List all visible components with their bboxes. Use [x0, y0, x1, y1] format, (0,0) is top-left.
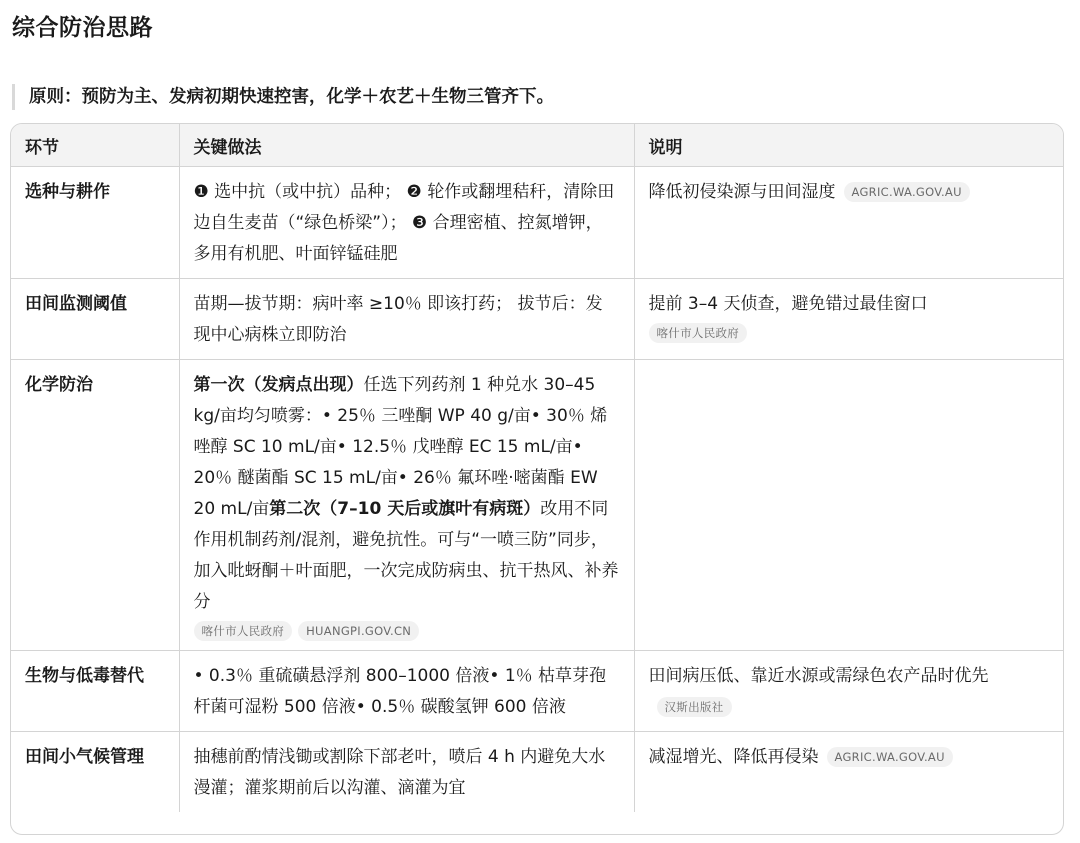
note-text: 降低初侵染源与田间湿度: [648, 182, 836, 202]
table-row: [11, 732, 1063, 813]
source-badge[interactable]: 汉斯出版社: [657, 697, 732, 717]
column-header-practice: 关键做法: [179, 124, 634, 167]
strategy-table: [11, 124, 1063, 812]
practice-first-heading: 第一次（发病点出现）: [193, 375, 364, 395]
row-note: [634, 279, 1063, 360]
source-badge[interactable]: AGRIC.WA.GOV.AU: [844, 182, 970, 202]
note-text: 提前 3–4 天侦查，避免错过最佳窗口: [648, 294, 928, 314]
row-topic: 田间监测阈值: [11, 279, 179, 360]
practice-second-heading: 第二次（7–10 天后或旗叶有病斑）: [269, 499, 541, 519]
row-practice: ❶ 选中抗（或中抗）品种； ❷ 轮作或翻埋秸秆，清除田边自生麦苗（“绿色桥梁”）； ❸ 合理密植、控氮增钾，多用有机肥、叶面锌锰硅肥: [179, 167, 634, 279]
row-practice: 抽穗前酌情浅锄或割除下部老叶，喷后 4 h 内避免大水漫灌；灌浆期前后以沟灌、滴灌为宜: [179, 732, 634, 813]
row-note: [634, 360, 1063, 651]
row-note: [634, 651, 1063, 732]
note-text: 减湿增光、降低再侵染: [648, 747, 819, 767]
row-topic: 化学防治: [11, 360, 179, 651]
page-title: 综合防治思路: [12, 15, 153, 41]
practice-first-text: 任选下列药剂 1 种兑水 30–45 kg/亩均匀喷雾：• 25％ 三唑酮 WP 40 g/亩• 30％ 烯唑醇 SC 10 mL/亩• 12.5％ 戊唑醇 EC 15 mL/亩• 20％ 醚菌酯 SC 15 mL/亩• 26％ 氟环唑·嘧菌酯 EW 20 mL/亩: [193, 375, 608, 519]
row-topic: 生物与低毒替代: [11, 651, 179, 732]
source-badge[interactable]: 喀什市人民政府: [649, 323, 748, 343]
row-note: [634, 732, 1063, 813]
strategy-table-container: [10, 123, 1064, 835]
row-practice: [179, 360, 634, 651]
row-topic: 选种与耕作: [11, 167, 179, 279]
note-text: 田间病压低、靠近水源或需绿色农产品时优先: [648, 666, 989, 686]
row-practice: 苗期—拔节期：病叶率 ≥10％ 即该打药； 拔节后：发现中心病株立即防治: [179, 279, 634, 360]
source-badge[interactable]: AGRIC.WA.GOV.AU: [827, 747, 953, 767]
table-row: [11, 360, 1063, 651]
table-header-row: [11, 124, 1063, 167]
table-row: [11, 651, 1063, 732]
source-badge[interactable]: 喀什市人民政府: [194, 621, 293, 641]
practice-second-text: 改用不同作用机制药剂/混剂，避免抗性。可与“一喷三防”同步，加入吡蚜酮＋叶面肥，一次完成防病虫、抗干热风、补养分: [193, 499, 619, 612]
principle-quote: 原则：预防为主、发病初期快速控害，化学＋农艺＋生物三管齐下。: [12, 84, 554, 110]
column-header-note: 说明: [634, 124, 1063, 167]
row-practice: • 0.3％ 重硫磺悬浮剂 800–1000 倍液• 1％ 枯草芽孢杆菌可湿粉 500 倍液• 0.5％ 碳酸氢钾 600 倍液: [179, 651, 634, 732]
row-topic: 田间小气候管理: [25, 747, 144, 767]
row-note: [634, 167, 1063, 279]
source-badge[interactable]: HUANGPI.GOV.CN: [298, 621, 419, 641]
table-row: [11, 167, 1063, 279]
table-row: [11, 279, 1063, 360]
column-header-stage: 环节: [11, 124, 179, 167]
